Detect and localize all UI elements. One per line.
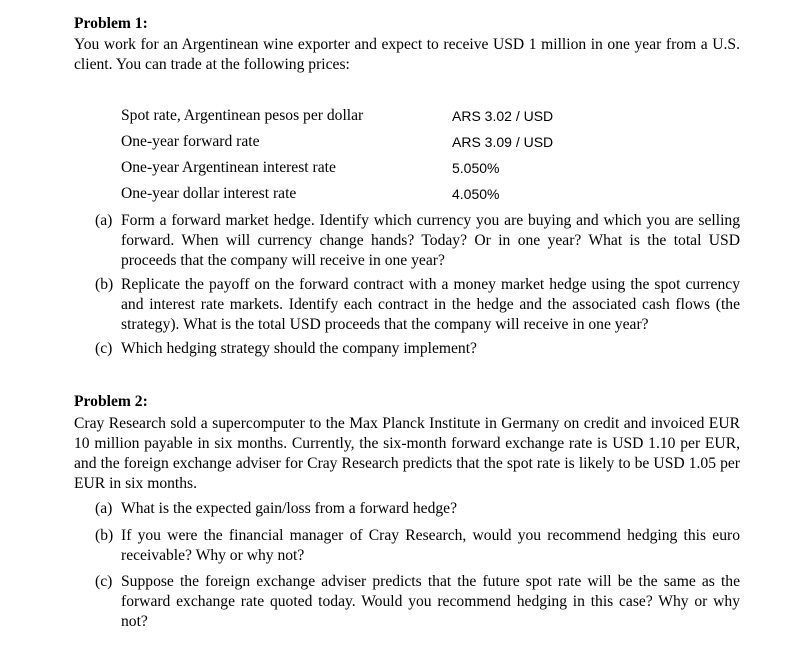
question-text: Which hedging strategy should the company implement?	[121, 340, 477, 357]
rate-value: ARS 3.09 / USD	[452, 134, 554, 150]
question-text: Replicate the payoff on the forward contract with a money market hedge using the spot currency and interest rate markets. Identify each contract in the hedge and the associated cash flows (the strategy). What is the total USD proceeds that the company will receive in one year?	[121, 276, 740, 333]
rate-value: 5.050%	[452, 160, 500, 176]
question-marker: (a)	[95, 212, 113, 229]
problem-2-heading: Problem 2:	[74, 393, 148, 410]
question-text: If you were the financial manager of Cray Research, would you recommend hedging this euro receivable? Why or why not?	[121, 527, 740, 564]
question-text: Form a forward market hedge. Identify which currency you are buying and which you are selling forward. When will currency change hands? Today? Or in one year? What is the total USD proceeds that the company will receive in one year?	[121, 212, 740, 269]
rate-row-spot	[121, 106, 641, 126]
rate-value: ARS 3.02 / USD	[452, 108, 554, 124]
rate-value: 4.050%	[452, 186, 500, 202]
rate-label: One-year Argentinean interest rate	[121, 159, 336, 176]
question-marker: (c)	[95, 340, 113, 357]
question-marker: (a)	[95, 500, 113, 517]
question-marker: (b)	[95, 527, 114, 544]
rate-label: One-year dollar interest rate	[121, 185, 297, 202]
question-marker: (c)	[95, 573, 113, 590]
problem-1-intro: You work for an Argentinean wine exporter and expect to receive USD 1 million in one year from a U.S. client. You can trade at the following prices:	[74, 36, 740, 73]
problem-1-heading: Problem 1:	[74, 15, 148, 32]
rate-row-ars-interest	[121, 158, 641, 178]
rate-row-usd-interest	[121, 184, 641, 204]
rate-row-forward	[121, 132, 641, 152]
rate-label: Spot rate, Argentinean pesos per dollar	[121, 107, 364, 124]
problem-2-intro: Cray Research sold a supercomputer to the Max Planck Institute in Germany on credit and invoiced EUR 10 million payable in six months. Currently, the six-month forward exchange rate is USD 1.10 per EUR, and the foreign exchange adviser for Cray Research predicts that the spot rate is likely to be USD 1.05 per EUR in six months.	[74, 415, 740, 492]
question-text: What is the expected gain/loss from a forward hedge?	[121, 500, 458, 517]
question-marker: (b)	[95, 276, 114, 293]
rate-label: One-year forward rate	[121, 133, 260, 150]
question-text: Suppose the foreign exchange adviser predicts that the future spot rate will be the same as the forward exchange rate quoted today. Would you recommend hedging in this case? Why or why not?	[121, 573, 740, 630]
